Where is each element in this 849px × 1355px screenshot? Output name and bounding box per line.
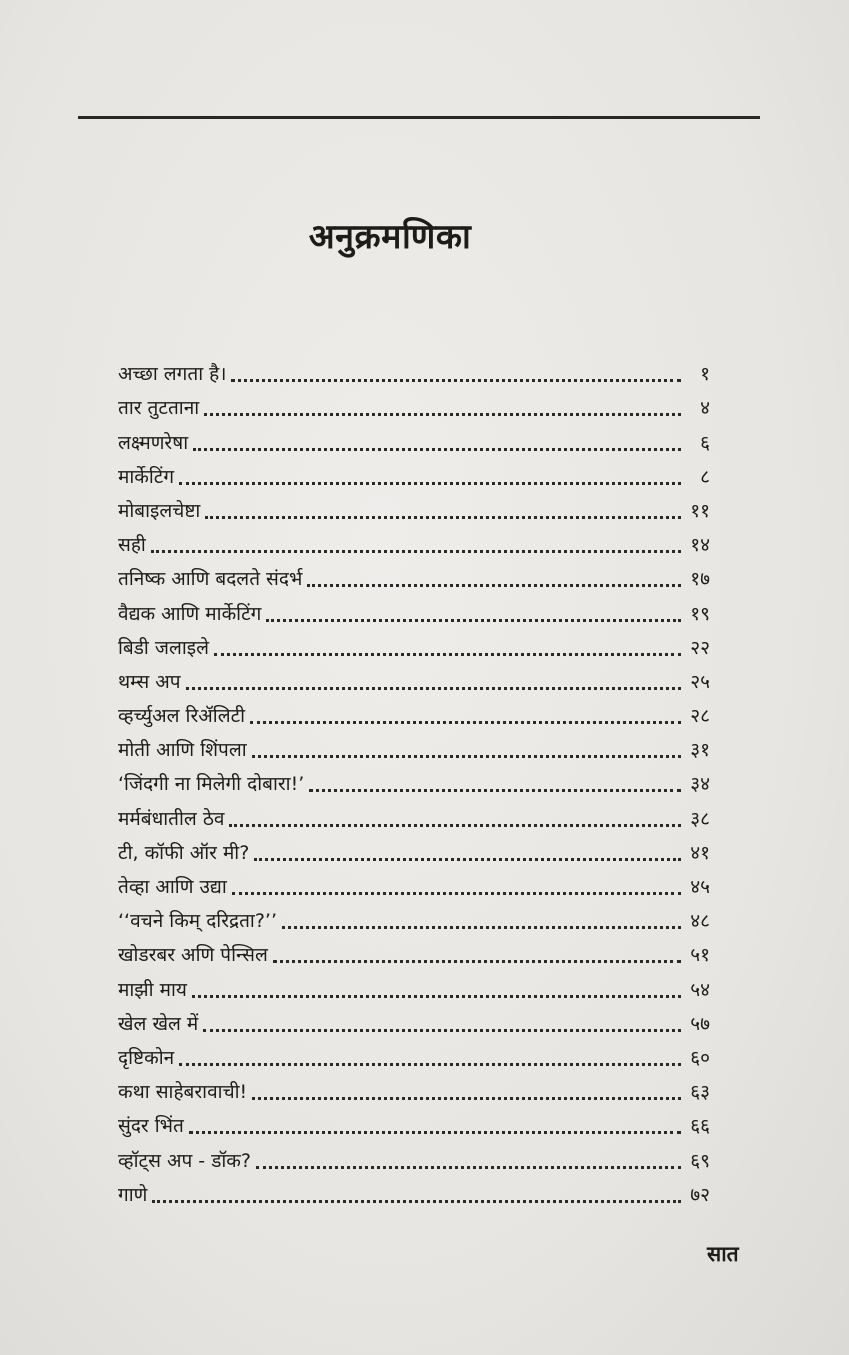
dot-leader	[203, 1029, 681, 1032]
toc-entry-page: ६०	[690, 1046, 710, 1069]
toc-entry-page: ४८	[690, 910, 710, 933]
dot-leader	[232, 892, 681, 895]
toc-entry-title: खेल खेल में	[118, 1012, 199, 1035]
toc-entry-title: लक्ष्मणरेषा	[118, 431, 189, 454]
toc-entry	[118, 1173, 710, 1207]
toc-entry	[118, 694, 710, 728]
toc-entry	[118, 796, 710, 830]
toc-entry-title: सही	[118, 534, 146, 557]
toc-entry-page: ८	[700, 465, 710, 488]
toc-entry	[118, 352, 710, 386]
toc-entry-title: तार तुटताना	[118, 397, 200, 420]
toc-entry-title: मार्केटिंग	[118, 465, 175, 488]
dot-leader	[254, 858, 681, 861]
dot-leader	[192, 995, 681, 998]
toc-entry	[118, 626, 710, 660]
toc-entry-title: टी, कॉफी ऑर मी?	[118, 841, 250, 864]
table-of-contents	[118, 352, 710, 1207]
toc-entry-page: ५७	[690, 1012, 710, 1035]
toc-entry	[118, 728, 710, 762]
toc-entry-page: ६९	[690, 1149, 710, 1172]
dot-leader	[307, 584, 681, 587]
dot-leader	[189, 1131, 681, 1134]
page-title: अनुक्रमणिका	[308, 217, 472, 257]
toc-entry-title: ‘जिंदगी ना मिलेगी दोबारा!’	[118, 773, 305, 796]
toc-entry-page: ३४	[690, 773, 710, 796]
dot-leader	[152, 1200, 681, 1203]
toc-entry-page: ३८	[690, 807, 710, 830]
toc-entry-title: तनिष्क आणि बदलते संदर्भ	[118, 568, 303, 591]
toc-entry-title: मर्मबंधातील ठेव	[118, 807, 225, 830]
toc-entry-title: अच्छा लगता है।	[118, 363, 227, 386]
dot-leader	[151, 550, 681, 553]
toc-entry-title: मोती आणि शिंपला	[118, 739, 247, 762]
toc-entry	[118, 591, 710, 625]
toc-entry-page: १४	[690, 534, 710, 557]
toc-entry-title: वैद्यक आणि मार्केटिंग	[118, 602, 262, 625]
toc-entry-page: ६३	[690, 1081, 710, 1104]
dot-leader	[256, 1166, 681, 1169]
toc-entry	[118, 523, 710, 557]
toc-entry-page: ५१	[690, 944, 710, 967]
toc-entry	[118, 455, 710, 489]
toc-entry-page: ६६	[690, 1115, 710, 1138]
toc-entry-title: तेव्हा आणि उद्या	[118, 876, 227, 898]
toc-entry-page: २५	[690, 670, 710, 693]
toc-entry	[118, 831, 710, 865]
header-rule	[78, 116, 760, 119]
toc-entry	[118, 660, 710, 694]
page-number-footer: सात	[707, 1242, 739, 1266]
dot-leader	[229, 824, 681, 827]
toc-entry-title: बिडी जलाइले	[118, 636, 210, 659]
dot-leader	[273, 960, 681, 963]
toc-entry-title: गाणे	[118, 1183, 148, 1206]
dot-leader	[205, 516, 681, 519]
dot-leader	[193, 448, 681, 451]
toc-entry	[118, 489, 710, 523]
toc-entry-title: ‘‘वचने किम् दरिद्रता?’’	[118, 910, 277, 933]
toc-entry	[118, 1138, 710, 1172]
toc-entry	[118, 1104, 710, 1138]
toc-entry-page: ४	[700, 397, 710, 420]
dot-leader	[186, 687, 681, 690]
toc-entry-title: दृष्टिकोन	[118, 1046, 175, 1069]
toc-entry	[118, 420, 710, 454]
toc-entry	[118, 1070, 710, 1104]
dot-leader	[231, 379, 681, 382]
toc-entry-page: १९	[690, 602, 710, 625]
dot-leader	[252, 755, 681, 758]
dot-leader	[214, 653, 681, 656]
dot-leader	[179, 482, 681, 485]
toc-entry-page: ३१	[690, 739, 710, 762]
toc-entry	[118, 762, 710, 796]
toc-entry-page: ११	[690, 499, 710, 522]
dot-leader	[250, 721, 681, 724]
toc-entry-title: सुंदर भिंत	[118, 1115, 184, 1138]
toc-entry	[118, 967, 710, 1001]
toc-entry	[118, 557, 710, 591]
toc-entry-page: ४१	[690, 841, 710, 864]
toc-entry-title: मोबाइलचेष्टा	[118, 499, 201, 522]
toc-entry	[118, 865, 710, 899]
toc-entry-title: खोडरबर अणि पेन्सिल	[118, 944, 268, 967]
dot-leader	[252, 1097, 681, 1100]
toc-entry-page: ६	[700, 431, 710, 454]
toc-entry-page: १७	[690, 568, 710, 591]
dot-leader	[309, 789, 681, 792]
toc-entry-title: कथा साहेबरावाची!	[118, 1081, 248, 1104]
dot-leader	[204, 413, 681, 416]
dot-leader	[266, 619, 681, 622]
toc-entry	[118, 899, 710, 933]
toc-entry	[118, 386, 710, 420]
toc-entry-page: २८	[690, 705, 710, 728]
toc-entry-title: थम्स अप	[118, 670, 181, 693]
toc-entry	[118, 1036, 710, 1070]
dot-leader	[282, 926, 681, 929]
toc-entry-page: ५४	[690, 978, 710, 1001]
toc-entry-page: २२	[690, 636, 710, 659]
toc-entry	[118, 1002, 710, 1036]
dot-leader	[179, 1063, 681, 1066]
toc-entry-title: व्हर्च्युअल रिॲलिटी	[118, 705, 246, 728]
toc-entry-title: माझी माय	[118, 978, 187, 1001]
toc-entry-title: व्हॉट्स अप - डॉक?	[118, 1149, 251, 1172]
toc-entry-page: ४५	[690, 876, 710, 898]
toc-entry	[118, 933, 710, 967]
toc-entry-page: ७२	[690, 1183, 710, 1206]
toc-entry-page: १	[700, 363, 710, 386]
